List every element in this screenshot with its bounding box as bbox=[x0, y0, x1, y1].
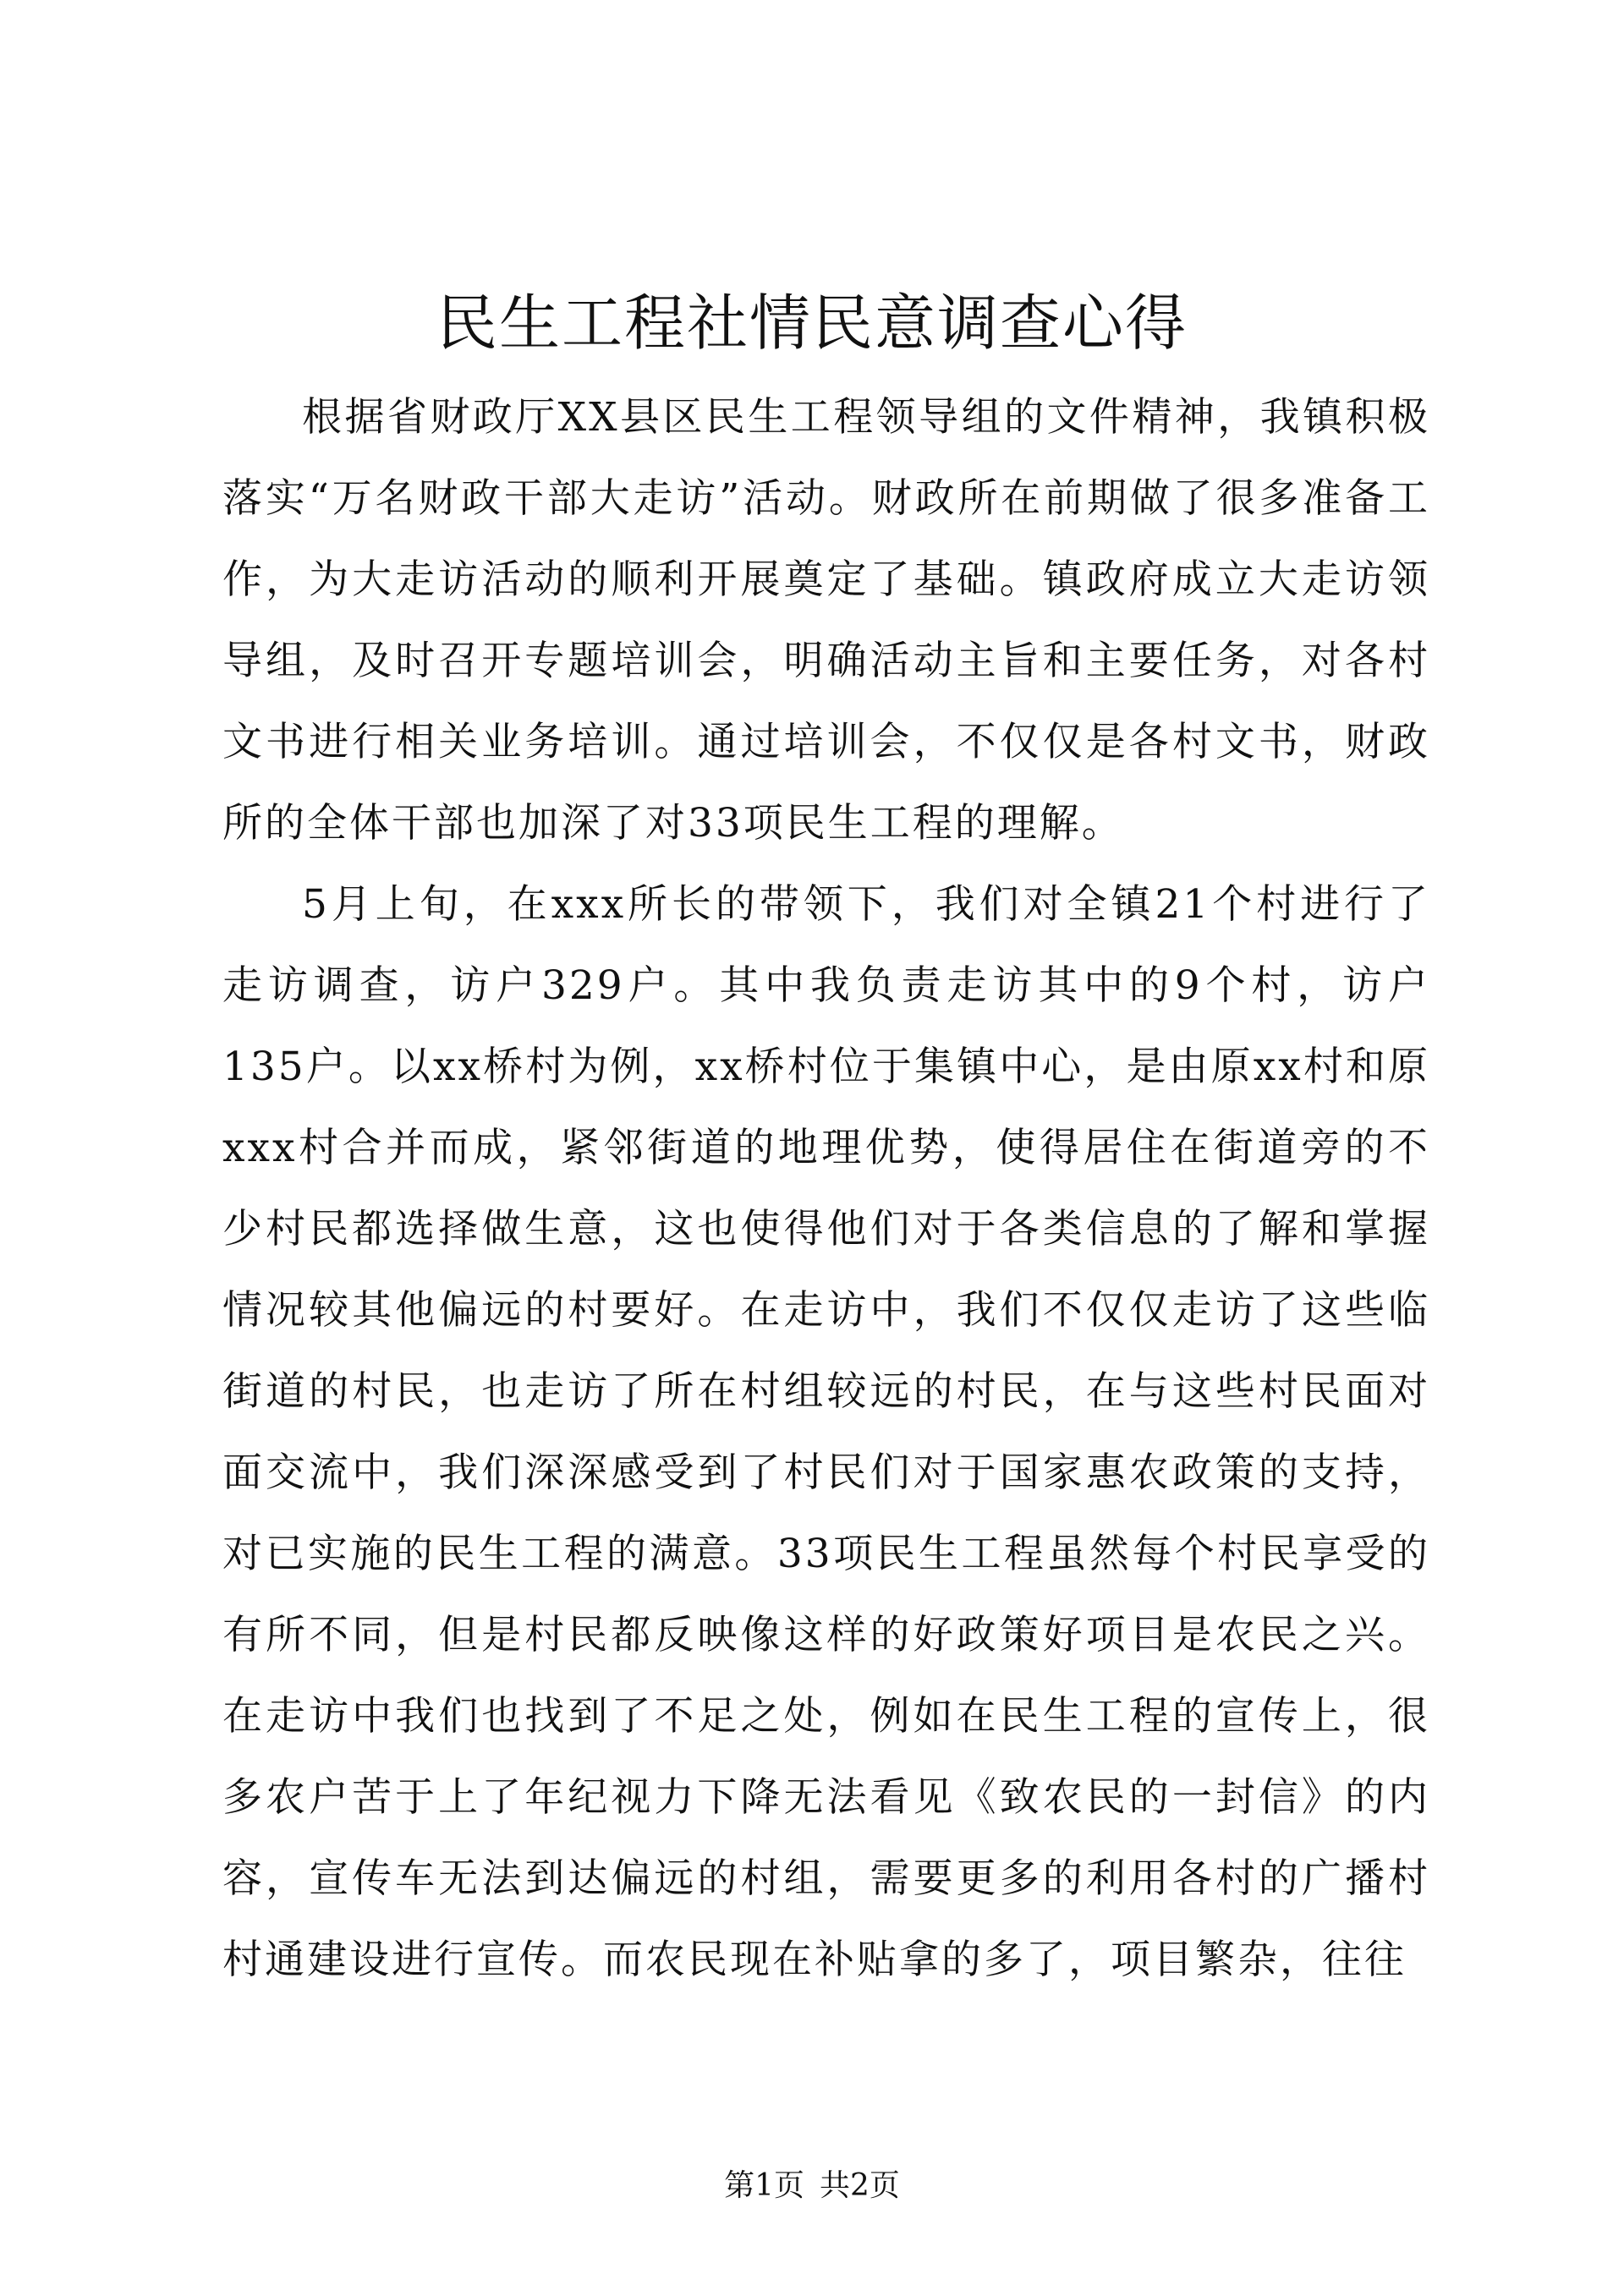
paragraph-1: 根据省财政厅XX县区民生工程领导组的文件精神，我镇积极落实“万名财政干部大走访”活动。财政所在前期做了很多准备工作，为大走访活动的顺利开展奠定了基础。镇政府成立大走访领导组，及时召开专题培训会，明确活动主旨和主要任务，对各村文书进行相关业务培训。通过培训会，不仅仅是各村文书，财政所的全体干部也加深了对33项民生工程的理解。 bbox=[222, 394, 1430, 847]
document-body bbox=[222, 377, 1430, 2001]
page-number: 第1页 bbox=[724, 2168, 804, 2203]
page-title: 民生工程社情民意调查心得 bbox=[436, 288, 1188, 359]
paragraph-2: 5月上旬，在xxx所长的带领下，我们对全镇21个村进行了走访调查，访户329户。其中我负责走访其中的9个村，访户135户。以xx桥村为例，xx桥村位于集镇中心，是由原xx村和原xxx村合并而成，紧邻街道的地理优势，使得居住在街道旁的不少村民都选择做生意，这也使得他们对于各类信息的了解和掌握情况较其他偏远的村要好。在走访中，我们不仅仅走访了这些临街道的村民，也走访了所在村组较远的村民，在与这些村民面对面交流中，我们深深感受到了村民们对于国家惠农政策的支持，对已实施的民生工程的满意。33项民生工程虽然每个村民享受的有所不同，但是村民都反映像这样的好政策好项目是农民之兴。在走访中我们也找到了不足之处，例如在民生工程的宣传上，很多农户苦于上了年纪视力下降无法看见《致农民的一封信》的内容，宣传车无法到达偏远的村组，需要更多的利用各村的广播村村通建设进行宣传。而农民现在补贴拿的多了，项目繁杂，往往 bbox=[222, 881, 1430, 1983]
page-total: 共2页 bbox=[820, 2168, 900, 2203]
page-footer bbox=[0, 2165, 1624, 2207]
